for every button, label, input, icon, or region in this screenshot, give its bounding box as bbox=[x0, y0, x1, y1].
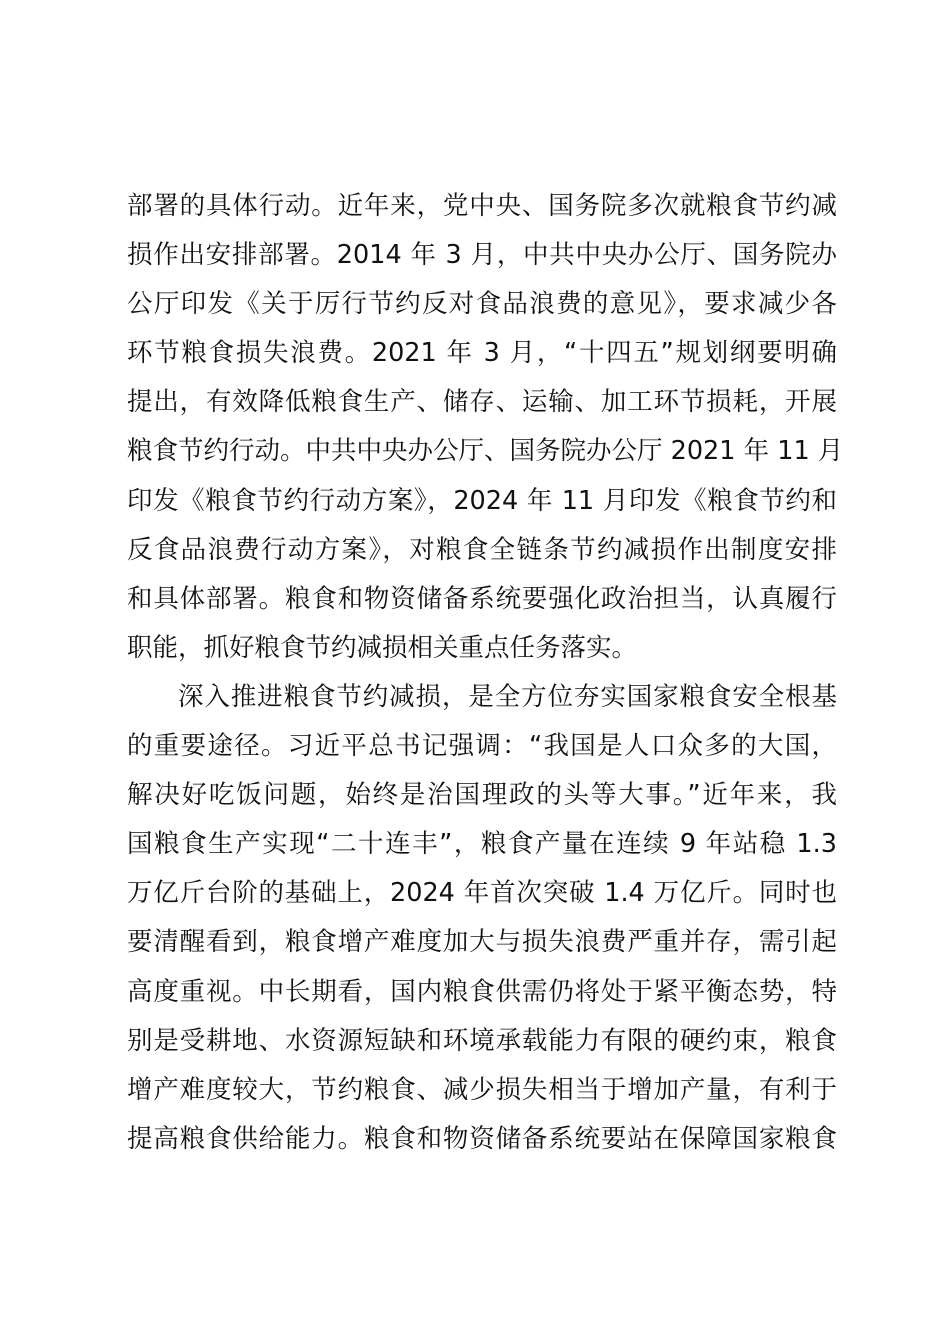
text-line: 部署的具体行动。近年来，党中央、国务院多次就粮食节约减 bbox=[127, 191, 837, 221]
text-line: 反食品浪费行动方案》，对粮食全链条节约减损作出制度安排 bbox=[127, 534, 837, 565]
text-line: 和具体部署。粮食和物资储备系统要强化政治担当，认真履行 bbox=[127, 583, 837, 614]
text-line: 印发《粮食节约行动方案》，2024 年 11 月印发《粮食节约和 bbox=[127, 485, 837, 516]
text-line: 解决好吃饭问题，始终是治国理政的头等大事。”近年来，我 bbox=[127, 780, 837, 811]
text-line: 环节粮食损失浪费。2021 年 3 月，“十四五”规划纲要明确 bbox=[127, 338, 837, 369]
paragraph-first-line: 深入推进粮食节约减损，是全方位夯实国家粮食安全根基 bbox=[178, 681, 837, 712]
text-line: 要清醒看到，粮食增产难度加大与损失浪费严重并存，需引起 bbox=[127, 927, 837, 958]
text-line: 的重要途径。习近平总书记强调：“我国是人口众多的大国， bbox=[127, 731, 837, 762]
text-line: 粮食节约行动。中共中央办公厅、国务院办公厅 2021 年 11 月 bbox=[127, 436, 844, 467]
paragraph-end-line: 职能，抓好粮食节约减损相关重点任务落实。 bbox=[127, 632, 638, 663]
text-line: 提高粮食供给能力。粮食和物资储备系统要站在保障国家粮食 bbox=[127, 1123, 837, 1154]
body-text bbox=[127, 182, 844, 1164]
text-line: 增产难度较大，节约粮食、减少损失相当于增加产量，有利于 bbox=[127, 1074, 837, 1105]
text-line: 公厅印发《关于厉行节约反对食品浪费的意见》，要求减少各 bbox=[127, 289, 837, 320]
text-line: 提出，有效降低粮食生产、储存、运输、加工环节损耗，开展 bbox=[127, 387, 837, 418]
text-line: 万亿斤台阶的基础上，2024 年首次突破 1.4 万亿斤。同时也 bbox=[127, 878, 837, 909]
text-line: 高度重视。中长期看，国内粮食供需仍将处于紧平衡态势，特 bbox=[127, 976, 837, 1007]
text-line: 国粮食生产实现“二十连丰”，粮食产量在连续 9 年站稳 1.3 bbox=[127, 829, 837, 860]
text-line: 损作出安排部署。2014 年 3 月，中共中央办公厅、国务院办 bbox=[127, 240, 837, 271]
text-line: 别是受耕地、水资源短缺和环境承载能力有限的硬约束，粮食 bbox=[127, 1025, 837, 1056]
